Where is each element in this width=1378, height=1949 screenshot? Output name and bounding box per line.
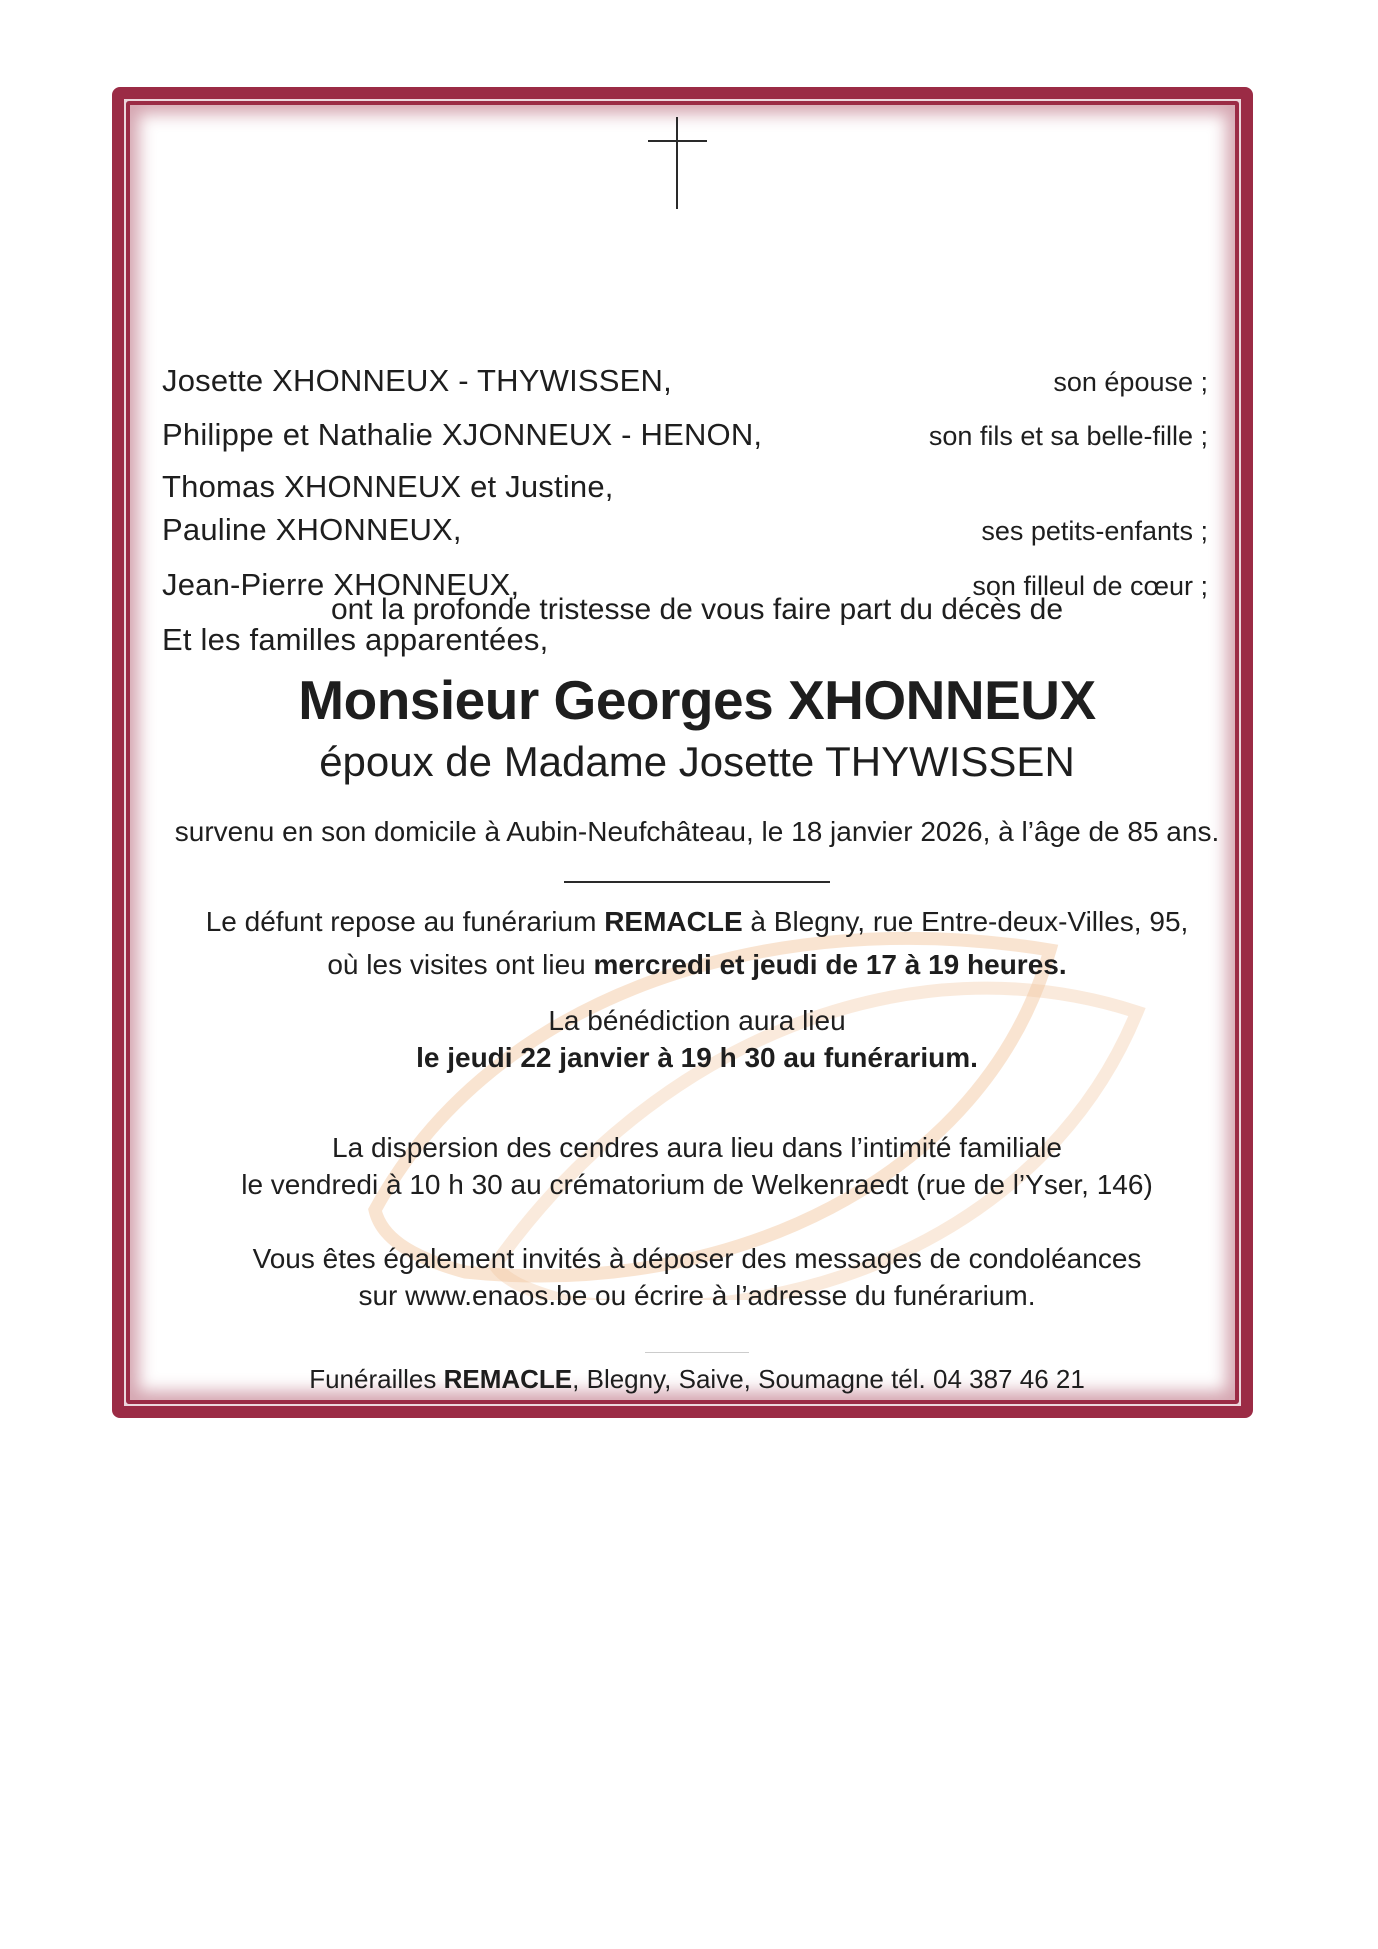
deceased-name: Monsieur Georges XHONNEUX <box>298 669 1096 731</box>
condoleances-line2: sur www.enaos.be ou écrire à l’adresse du funérarium. <box>358 1280 1036 1311</box>
cross-icon <box>635 117 725 213</box>
footer-divider <box>645 1352 749 1353</box>
repose-suffix: à Blegny, rue Entre-deux-Villes, 95, <box>742 906 1189 937</box>
announcement-content <box>130 105 1233 1400</box>
leaf-watermark <box>345 880 1155 1300</box>
death-details: survenu en son domicile à Aubin-Neufchâteau, le 18 janvier 2026, à l’âge de 85 ans. <box>174 816 1220 847</box>
family-row <box>162 417 1208 453</box>
repose-prefix: Le défunt repose au funérarium <box>205 906 605 937</box>
announcement-intro: ont la profonde tristesse de vous faire part du décès de <box>330 593 1064 626</box>
repose-line <box>167 903 1227 940</box>
family-name: Josette XHONNEUX - THYWISSEN, <box>162 363 672 398</box>
family-row <box>162 363 1208 399</box>
family-relation: son épouse ; <box>1053 367 1208 397</box>
visites-line <box>167 946 1227 983</box>
family-relation: ses petits-enfants ; <box>981 516 1208 546</box>
family-name: Pauline XHONNEUX, <box>162 512 462 547</box>
footer-prefix: Funérailles <box>309 1364 444 1394</box>
visites-schedule: mercredi et jeudi de 17 à 19 heures. <box>593 949 1067 980</box>
section-divider <box>564 881 830 883</box>
benediction-line1: La bénédiction aura lieu <box>548 1005 846 1036</box>
dispersion-line2: le vendredi à 10 h 30 au crématorium de Welkenraedt (rue de l’Yser, 146) <box>241 1169 1153 1200</box>
family-name: Jean-Pierre XHONNEUX, <box>162 567 520 602</box>
family-name: Philippe et Nathalie XJONNEUX - HENON, <box>162 417 763 452</box>
funeral-home-name: REMACLE <box>604 906 743 937</box>
benediction-line2: le jeudi 22 janvier à 19 h 30 au funérarium. <box>416 1042 978 1073</box>
footer-suffix: , Blegny, Saive, Soumagne tél. 04 387 46 21 <box>572 1364 1085 1394</box>
footer-line <box>167 1361 1227 1398</box>
family-relation: son filleul de cœur ; <box>972 571 1208 601</box>
family-name: Et les familles apparentées, <box>162 622 549 657</box>
footer-home-name: REMACLE <box>443 1364 573 1394</box>
spouse-line: époux de Madame Josette THYWISSEN <box>319 738 1075 785</box>
visites-prefix: où les visites ont lieu <box>327 949 594 980</box>
family-row <box>162 512 1208 548</box>
condoleances-line1: Vous êtes également invités à déposer des messages de condoléances <box>252 1243 1142 1274</box>
family-relation: son fils et sa belle-fille ; <box>928 421 1208 451</box>
dispersion-line1: La dispersion des cendres aura lieu dans l’intimité familiale <box>332 1132 1062 1163</box>
family-row <box>162 469 1208 505</box>
family-name: Thomas XHONNEUX et Justine, <box>162 469 614 504</box>
